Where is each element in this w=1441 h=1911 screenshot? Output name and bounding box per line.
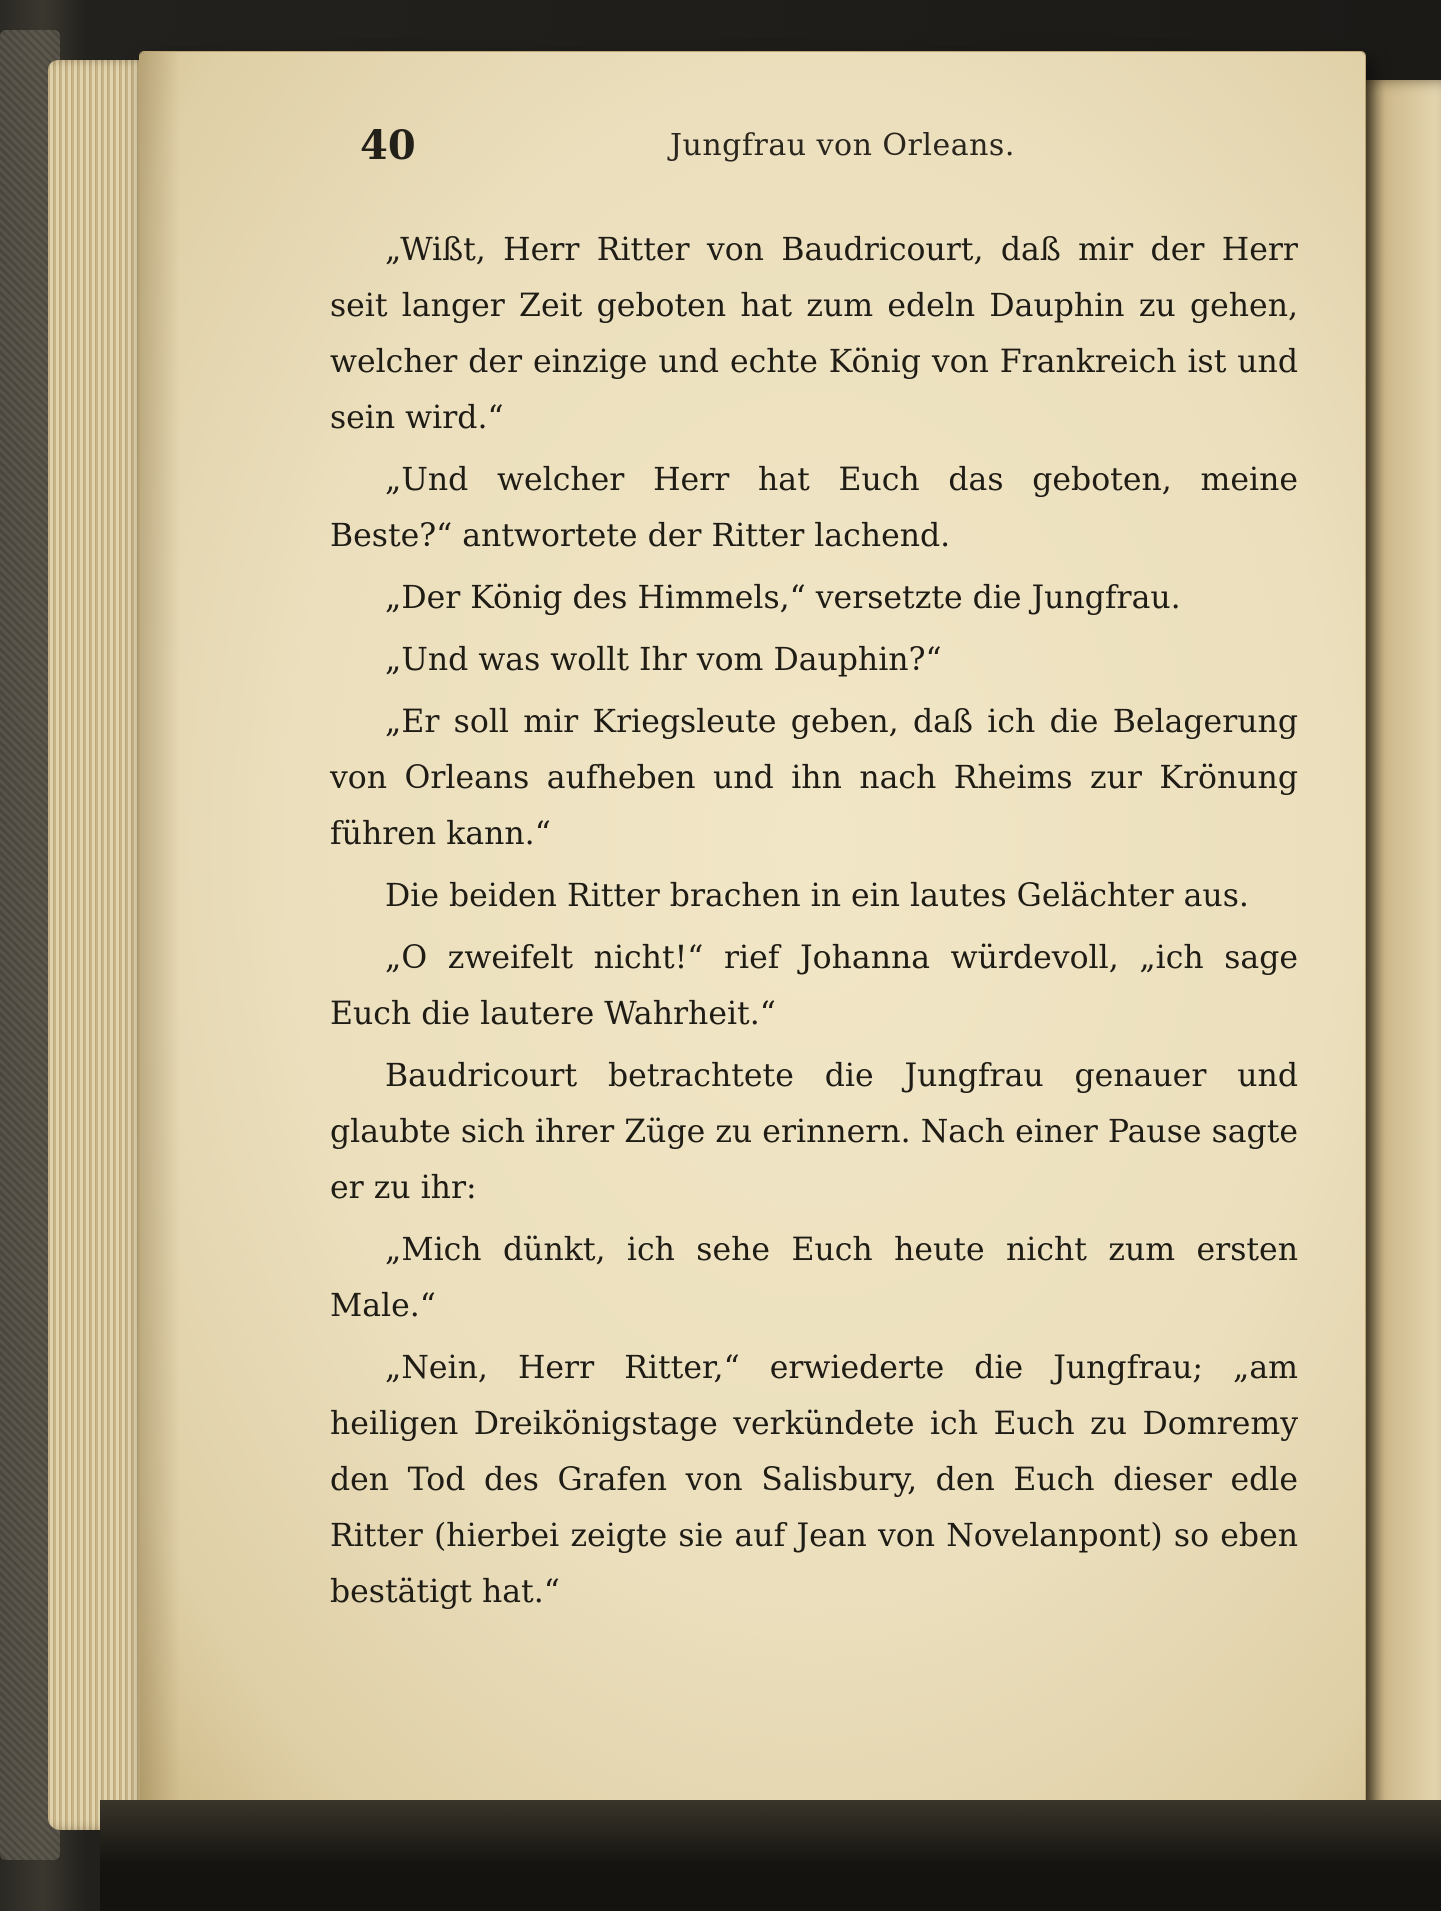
body-text: [330, 222, 1298, 1626]
paragraph: „Wißt, Herr Ritter von Baudricourt, daß mir der Herr seit langer Zeit geboten hat zum edeln Dauphin zu gehen, welcher der einzige und echte König von Frankreich ist und sein wird.“: [330, 232, 1298, 436]
paragraph: „Mich dünkt, ich sehe Euch heute nicht zum ersten Male.“: [330, 1232, 1298, 1324]
running-title: Jungfrau von Orleans.: [670, 128, 1015, 163]
page-header: [360, 122, 1140, 182]
paragraph: „Der König des Himmels,“ versetzte die Jungfrau.: [385, 580, 1181, 616]
facing-page-edge: [1360, 80, 1441, 1820]
paragraph: Baudricourt betrachtete die Jungfrau genauer und glaubte sich ihrer Züge zu erinnern. Nach einer Pause sagte er zu ihr:: [330, 1058, 1298, 1206]
page-number: 40: [360, 122, 416, 169]
paragraph: „Er soll mir Kriegsleute geben, daß ich die Belagerung von Orleans aufheben und ihn nach Rheims zur Krönung führen kann.“: [330, 704, 1298, 852]
paragraph: „Und was wollt Ihr vom Dauphin?“: [385, 642, 942, 678]
paragraph: „Und welcher Herr hat Euch das geboten, meine Beste?“ antwortete der Ritter lachend.: [330, 462, 1298, 554]
paragraph: „O zweifelt nicht!“ rief Johanna würdevoll, „ich sage Euch die lautere Wahrheit.“: [330, 940, 1298, 1032]
paragraph: Die beiden Ritter brachen in ein lautes Gelächter aus.: [385, 878, 1249, 914]
bottom-shadow: [100, 1800, 1441, 1911]
page-gutter-shadow: [140, 52, 180, 1814]
paragraph: „Nein, Herr Ritter,“ erwiederte die Jungfrau; „am heiligen Dreikönigstage verkündete ich Euch zu Domremy den Tod des Grafen von Salisbury, den Euch dieser edle Ritter (hierbei zeigte sie auf Jean von Novelanpont) so eben bestätigt hat.“: [330, 1350, 1298, 1610]
